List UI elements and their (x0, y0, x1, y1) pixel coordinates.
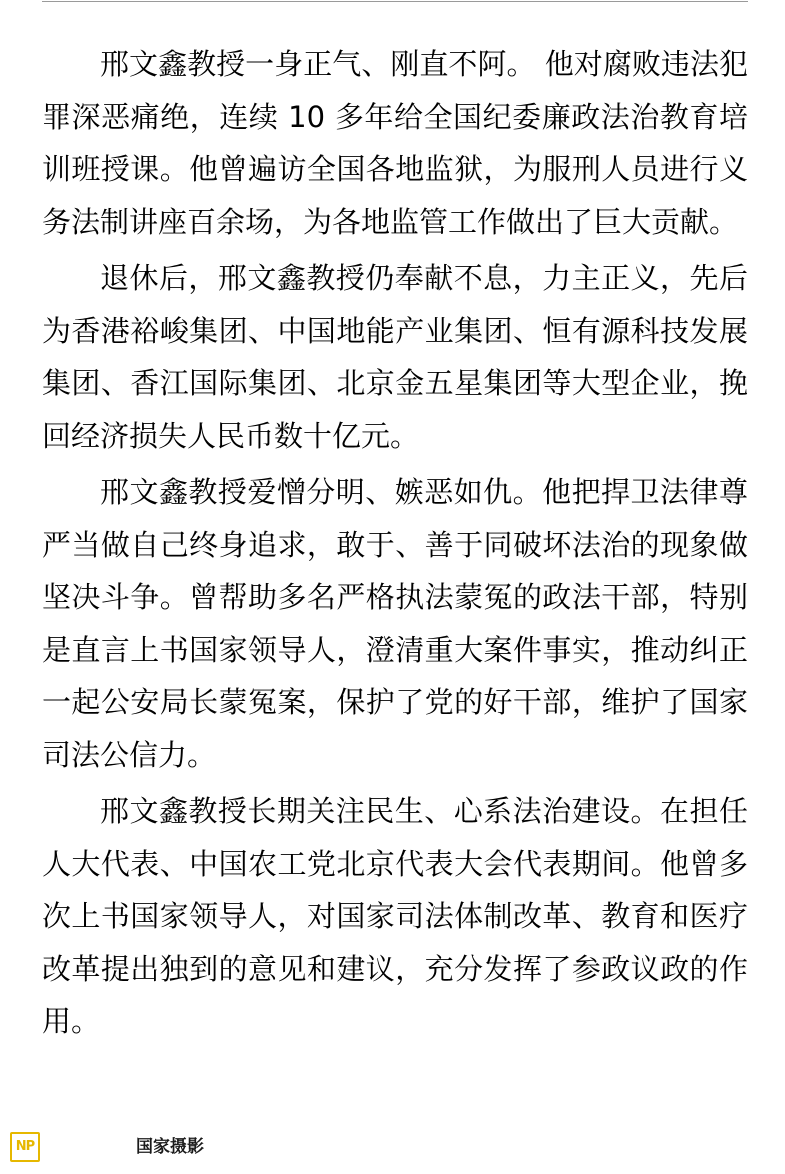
np-logo-icon: NP (10, 1132, 40, 1162)
paragraph-retirement: 退休后，邢文鑫教授仍奉献不息，力主正义，先后为香港裕峻集团、中国地能产业集团、恒有源科技发展集团、香江国际集团、北京金五星集团等大型企业，挽回经济损失人民币数十亿元。 (42, 261, 748, 453)
page-footer (10, 1130, 775, 1166)
paragraph-integrity: 邢文鑫教授一身正气、刚直不阿。 他对腐败违法犯罪深恶痛绝，连续 10 多年给全国纪委廉政法治教育培训班授课。他曾遍访全国各地监狱，为服刑人员进行义务法制讲座百余场，为各地监管工作做出了巨大贡献。 (42, 47, 748, 239)
footer-caption: 国家摄影 (136, 1137, 204, 1157)
paragraph-livelihood: 邢文鑫教授长期关注民生、心系法治建设。在担任人大代表、中国农工党北京代表大会代表期间。他曾多次上书国家领导人，对国家司法体制改革、教育和医疗改革提出独到的意见和建议，充分发挥了参政议政的作用。 (42, 794, 748, 1038)
article-body (42, 38, 748, 1052)
paragraph-justice: 邢文鑫教授爱憎分明、嫉恶如仇。他把捍卫法律尊严当做自己终身追求，敢于、善于同破坏法治的现象做坚决斗争。曾帮助多名严格执法蒙冤的政法干部，特别是直言上书国家领导人，澄清重大案件事实，推动纠正一起公安局长蒙冤案，保护了党的好干部，维护了国家司法公信力。 (42, 475, 748, 772)
top-divider (42, 1, 748, 2)
